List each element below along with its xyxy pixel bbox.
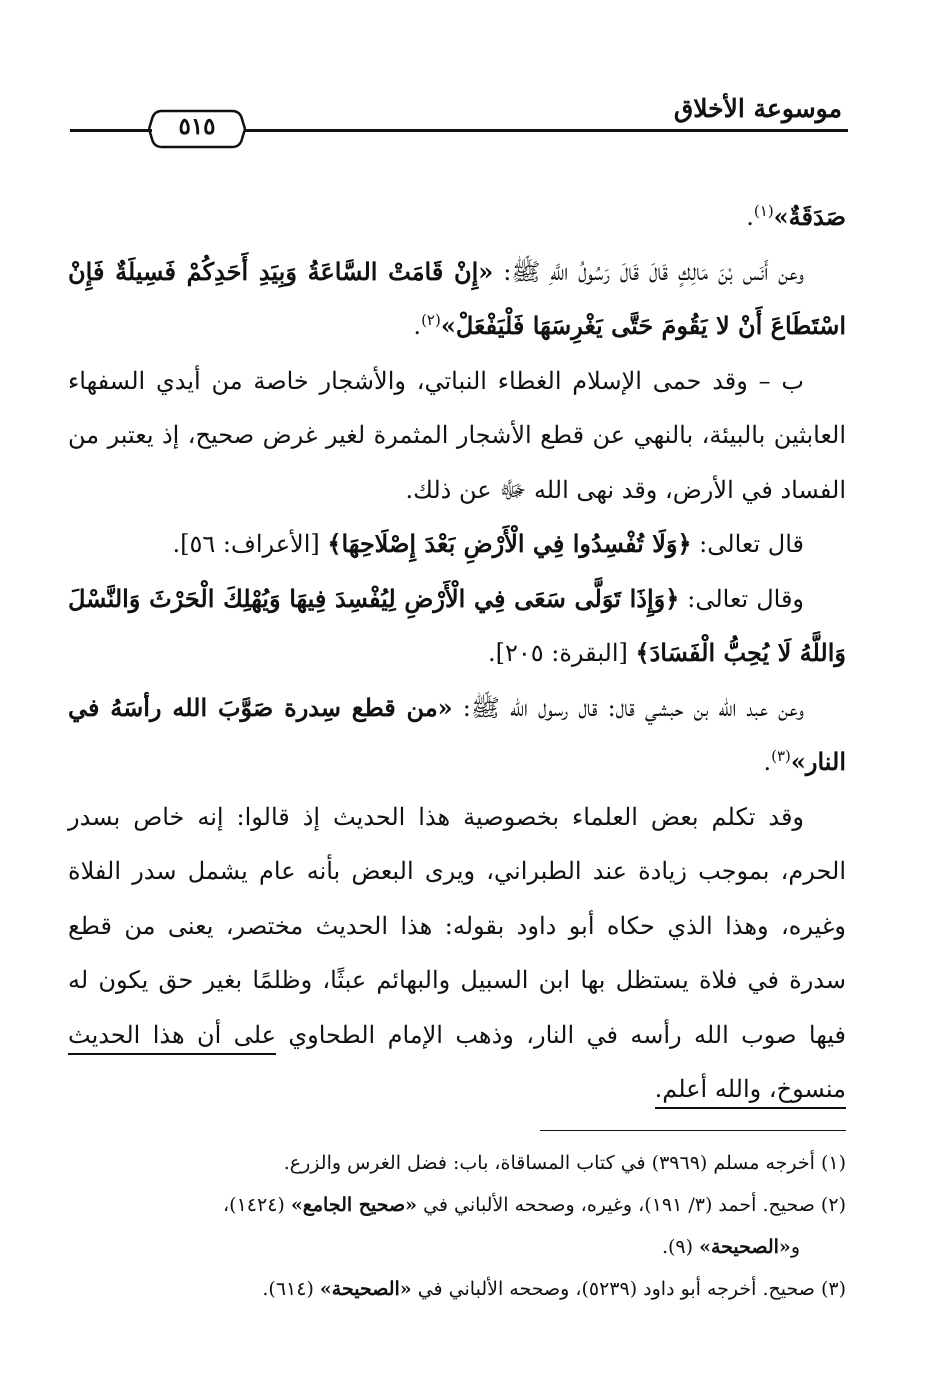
footnote-text: (٦١٤). <box>262 1278 320 1300</box>
period: . <box>746 203 754 231</box>
paragraph-1 <box>68 190 846 245</box>
paragraph-3: ب – وقد حمى الإسلام الغطاء النباتي، والأشجار خاصة من أيدي السفهاء العابثين بالبيئة، بالنهي عن قطع الأشجار المثمرة لغير غرض صحيح، إذ يعتبر من الفساد في الأرض، وقد نهى الله ﷻ عن ذلك. <box>68 366 846 504</box>
verse-reference: [الأعراف: ٥٦]. <box>172 530 328 558</box>
footnote-2 <box>68 1184 846 1226</box>
book-title-ref: «صحيح الجامع» <box>290 1194 418 1216</box>
verse-intro: قال تعالى: <box>691 530 804 558</box>
footnotes <box>68 1142 846 1310</box>
closing-sentence: على أن هذا الحديث منسوخ، والله أعلم. <box>68 1021 846 1110</box>
paragraph-text: وقد تكلم بعض العلماء بخصوصية هذا الحديث إذ قالوا: إنه خاص بسدر الحرم، بموجب زيادة عند الطبراني، ويرى البعض بأنه عام يشمل سدر الفلاة وغيره، وهذا الذي حكاه أبو داود بقوله: هذا الحديث مختصر، يعنى من قطع سدرة في فلاة يستظل بها ابن السبيل والبهائم عبثًا، وظلمًا بغير حق يكون له فيها صوب الله رأسه في النار، وذهب الإمام الطحاوي <box>68 802 846 1049</box>
footnote-divider <box>540 1130 846 1131</box>
verse-reference: [البقرة: ٢٠٥]. <box>487 639 636 667</box>
paragraph-6 <box>68 681 846 790</box>
page-number-badge <box>148 107 246 151</box>
period: . <box>763 748 772 776</box>
hadith-text: «إِنْ قَامَتْ السَّاعَةُ وَبِيَدِ أَحَدِكُمْ فَسِيلَةٌ فَإِنْ اسْتَطَاعَ أَنْ لا يَقُومَ حَتَّى يَغْرِسَهَا فَلْيَفْعَلْ» <box>68 256 846 340</box>
page-number: ٥١٥ <box>178 113 216 140</box>
quran-verse: ﴿وَإِذَا تَوَلَّى سَعَى فِي الْأَرْضِ لِيُفْسِدَ فِيهَا وَيُهْلِكَ الْحَرْثَ وَالنَّسْلَ وَاللَّهُ لَا يُحِبُّ الْفَسَادَ﴾ <box>68 583 846 667</box>
main-text <box>68 190 846 1117</box>
paragraph-4 <box>68 517 846 572</box>
page-header <box>70 86 848 146</box>
footnote-2-continued <box>68 1226 846 1268</box>
footnote-text: (٣) صحيح. أخرجه أبو داود (٥٢٣٩)، وصححه الألباني في <box>411 1278 846 1300</box>
verse-intro: وقال تعالى: <box>679 584 805 613</box>
footnote-1: (١) أخرجه مسلم (٣٩٦٩) في كتاب المساقاة، باب: فضل الغرس والزرع. <box>283 1152 846 1174</box>
hadith-ending: صَدَقَةٌ» <box>773 202 846 231</box>
footnote-ref-2: (٢) <box>421 311 441 329</box>
paragraph-7 <box>68 790 846 1117</box>
hadith-text: «من قطع سِدرة صَوَّبَ الله رأسَهُ في النار» <box>68 692 846 776</box>
quran-verse: ﴿وَلَا تُفْسِدُوا فِي الْأَرْضِ بَعْدَ إِصْلَاحِهَا﴾ <box>327 529 692 558</box>
footnote-text: (٢) صحيح. أحمد (٣/ ١٩١)، وغيره، وصححه الألباني في <box>417 1194 846 1216</box>
footnote-ref-1: (١) <box>753 202 774 220</box>
footnote-text: (٩). <box>661 1236 700 1258</box>
period: . <box>413 312 422 340</box>
footnote-3 <box>68 1268 846 1310</box>
header-rule-left <box>70 129 152 132</box>
book-title-ref: «الصحيحة» <box>699 1236 791 1258</box>
book-title-ref: «الصحيحة» <box>319 1278 412 1300</box>
paragraph-2 <box>68 245 846 354</box>
footnote-text: و <box>790 1236 800 1258</box>
header-rule <box>245 129 848 132</box>
footnote-ref-3: (٣) <box>771 747 791 765</box>
book-title: موسوعة الأخلاق <box>673 94 842 123</box>
paragraph-5 <box>68 572 846 681</box>
footnote-text: (١٤٢٤)، <box>223 1194 291 1216</box>
hadith-narration: وعن أَنَس بْنَ مَالِكٍ قَالَ قَالَ رَسُولُ اللَّهِ ﷺ: <box>493 257 804 286</box>
hadith-narration: وعن عبد الله بن حبشي قال: قال رسول الله ﷺ: <box>452 693 805 722</box>
